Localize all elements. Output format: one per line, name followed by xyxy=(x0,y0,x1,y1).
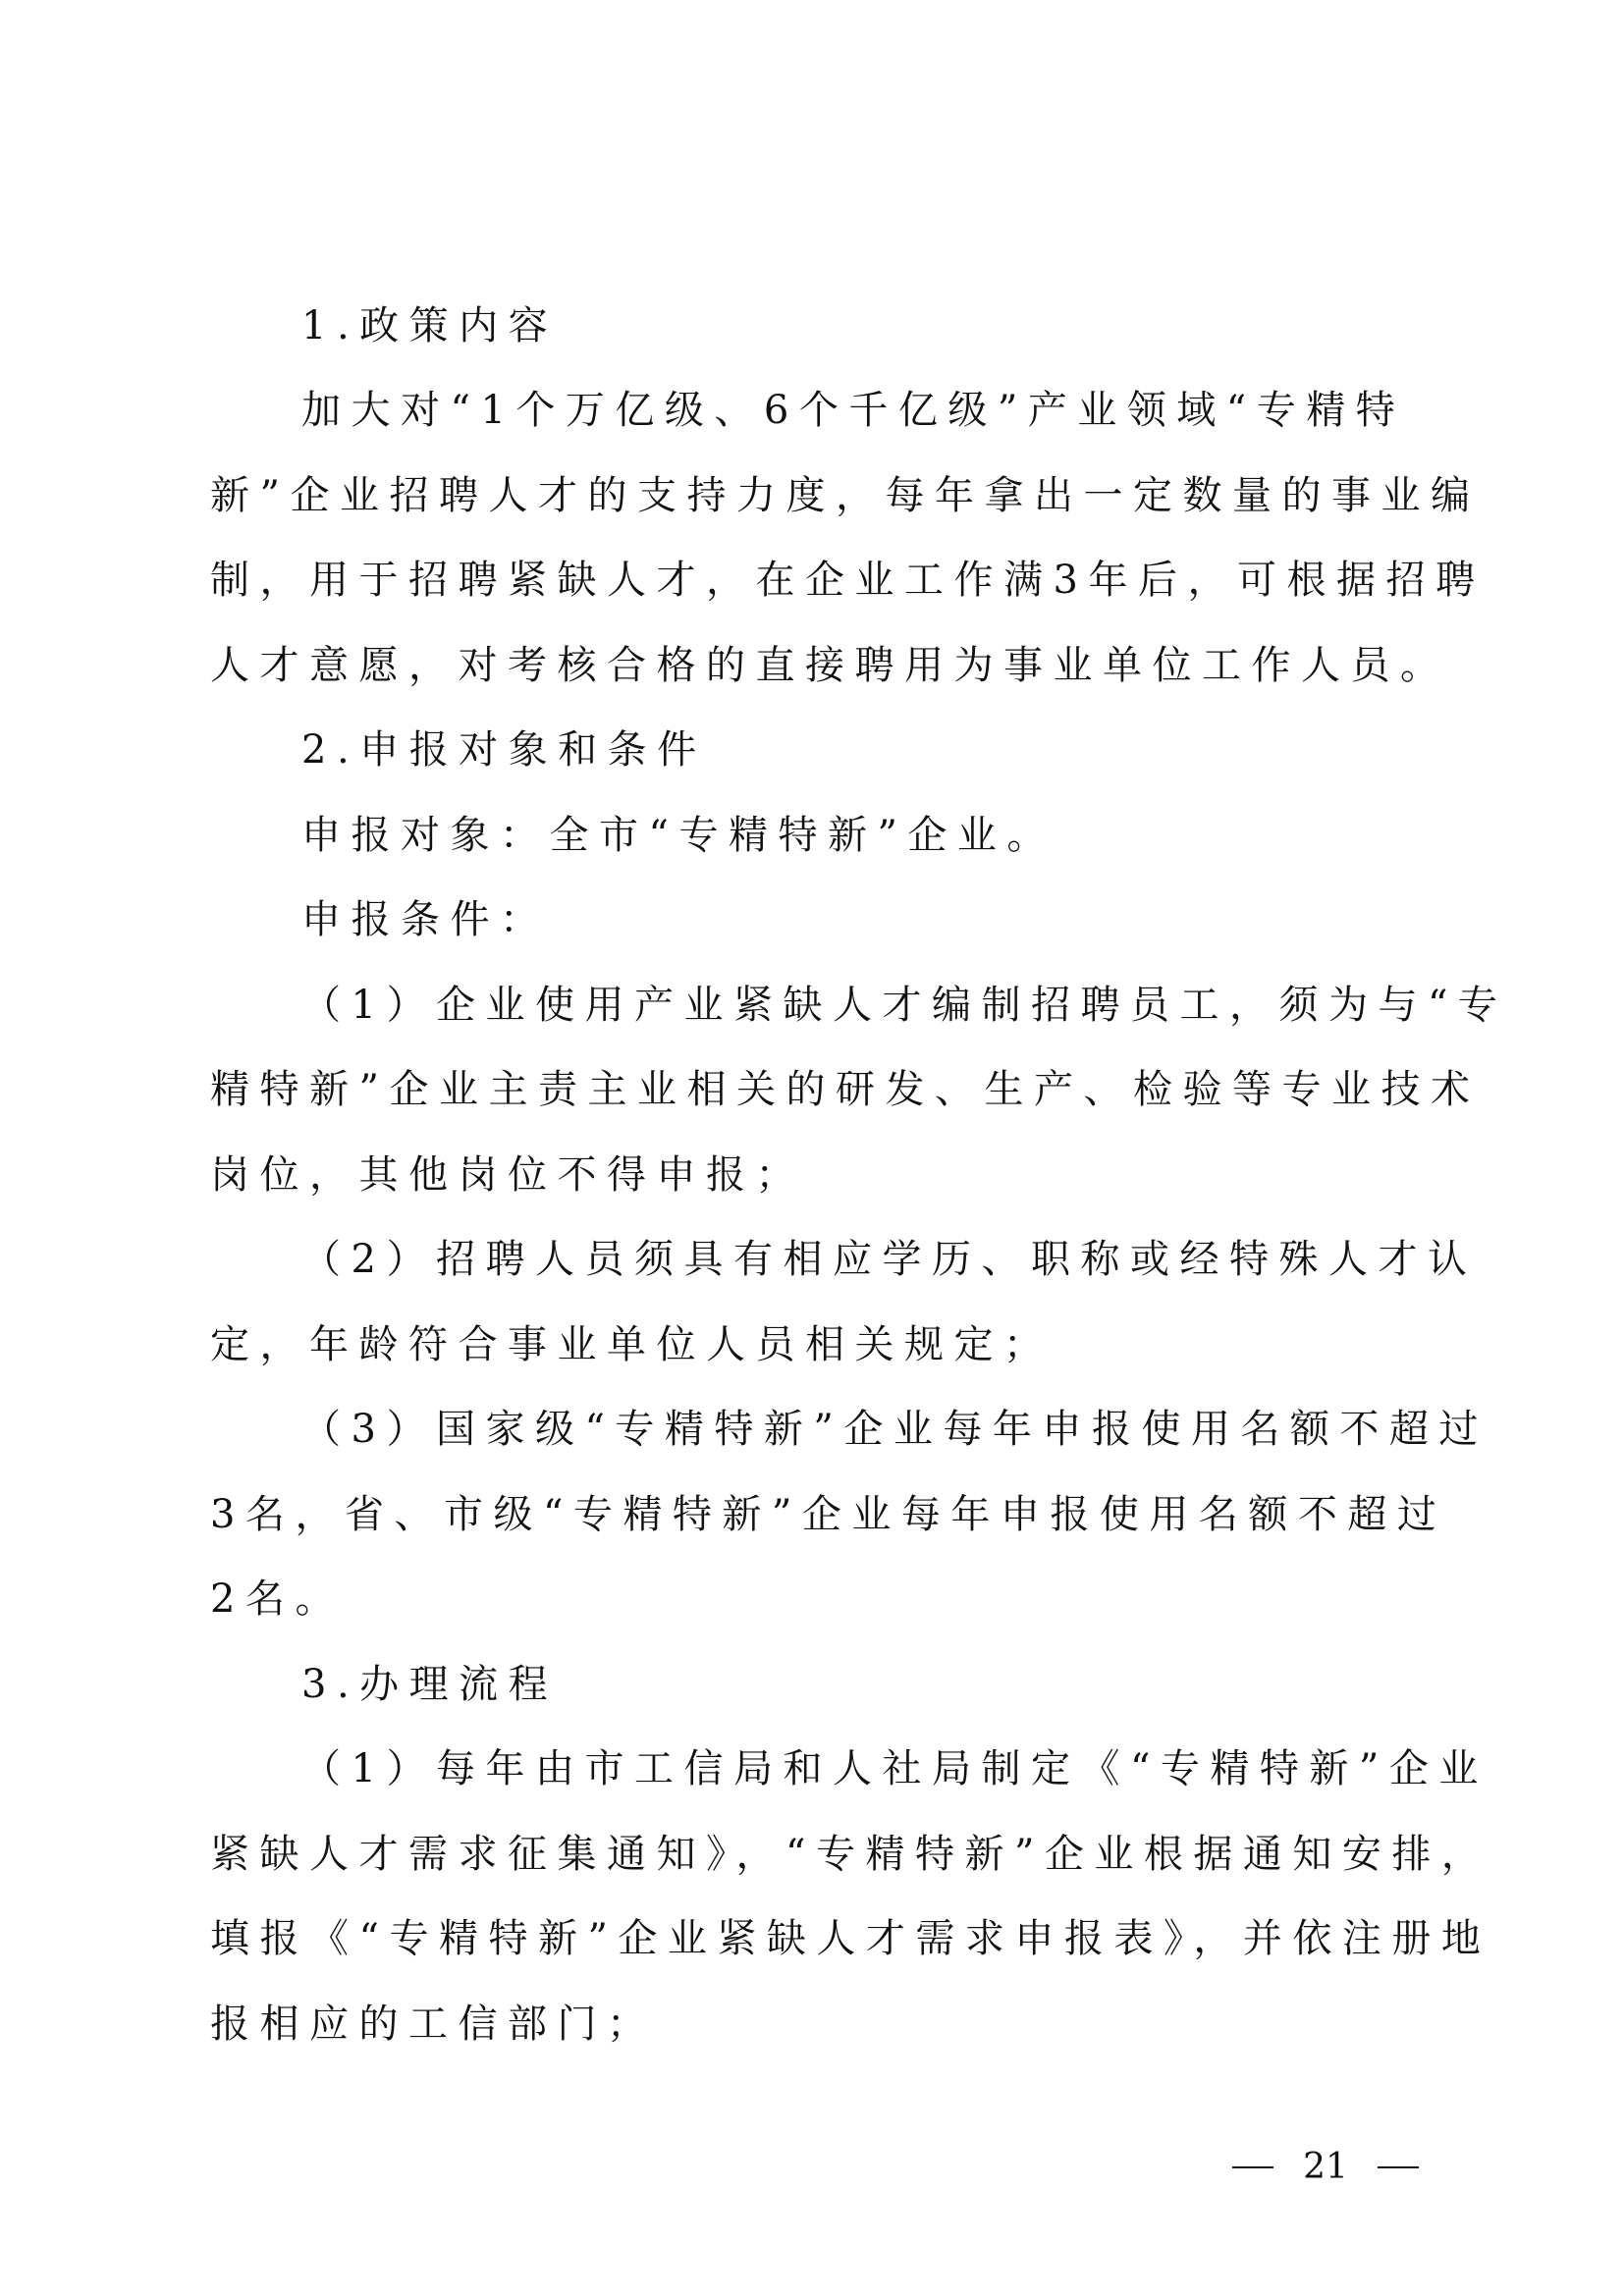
paragraph-line: 制，用于招聘紧缺人才，在企业工作满3年后，可根据招聘 xyxy=(210,558,1486,603)
paragraph-line: 岗位，其他岗位不得申报； xyxy=(210,1152,805,1198)
paragraph-line: （2）招聘人员须具有相应学历、职称或经特殊人才认 xyxy=(301,1237,1478,1282)
page-number-text: 21 xyxy=(1303,2147,1348,2187)
paragraph-line: 加大对“1个万亿级、6个千亿级”产业领域“专精特 xyxy=(301,388,1406,433)
paragraph-line: 2名。 xyxy=(210,1576,345,1622)
paragraph-line: （3）国家级“专精特新”企业每年申报使用名额不超过 xyxy=(301,1407,1489,1452)
paragraph-line: 紧缺人才需求征集通知》，“专精特新”企业根据通知安排， xyxy=(210,1832,1491,1877)
section-heading-process: 3.办理流程 xyxy=(301,1662,559,1707)
paragraph-line: 申报条件： xyxy=(301,897,550,942)
paragraph-line: 3名，省、市级“专精特新”企业每年申报使用名额不超过 xyxy=(210,1492,1447,1537)
section-heading-application-target: 2.申报对象和条件 xyxy=(301,727,707,773)
paragraph-line: 人才意愿，对考核合格的直接聘用为事业单位工作人员。 xyxy=(210,643,1450,688)
right-dash xyxy=(1378,2166,1419,2168)
paragraph-line: 报相应的工信部门； xyxy=(210,2002,657,2047)
section-heading-policy-content: 1.政策内容 xyxy=(301,303,559,348)
page-number xyxy=(1232,2141,1419,2194)
paragraph-line: （1）企业使用产业紧缺人才编制招聘员工，须为与“专 xyxy=(301,983,1508,1028)
paragraph-line: 定，年龄符合事业单位人员相关规定； xyxy=(210,1322,1054,1367)
left-dash xyxy=(1232,2166,1273,2168)
paragraph-line: 精特新”企业主责主业相关的研发、生产、检验等专业技术 xyxy=(210,1067,1481,1112)
paragraph-line: 新”企业招聘人才的支持力度，每年拿出一定数量的事业编 xyxy=(210,473,1481,518)
paragraph-line: 申报对象：全市“专精特新”企业。 xyxy=(301,813,1056,858)
paragraph-line: 填报《“专精特新”企业紧缺人才需求申报表》，并依注册地 xyxy=(210,1916,1491,1961)
paragraph-line: （1）每年由市工信局和人社局制定《“专精特新”企业 xyxy=(301,1746,1489,1791)
